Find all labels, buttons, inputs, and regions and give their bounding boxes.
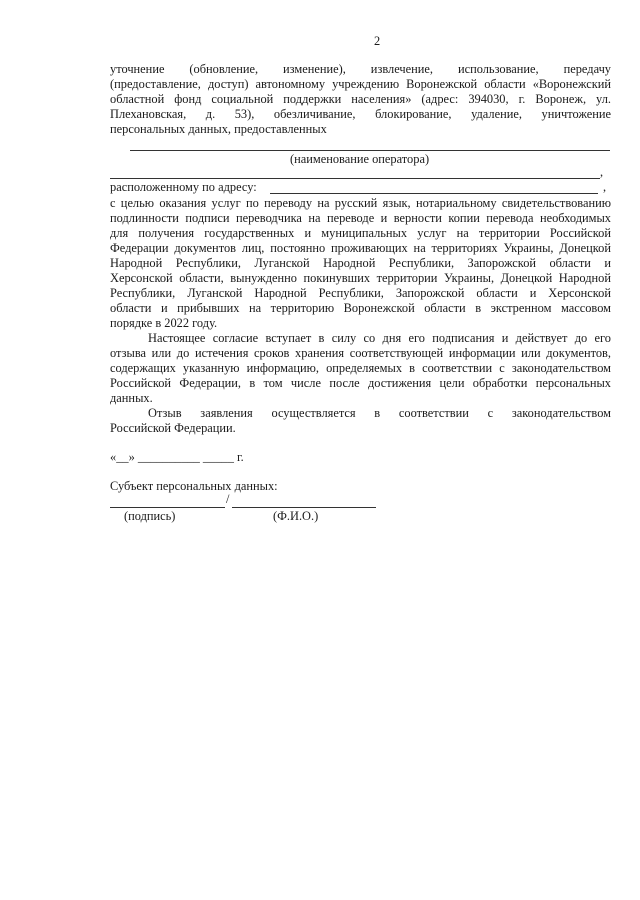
validity-paragraph: [110, 331, 611, 406]
address-label: расположенному по адресу:: [110, 180, 257, 194]
text-line: Народной Республики, Луганской Народной Республики, Запорожской области и: [110, 256, 611, 270]
signature-separator: /: [226, 492, 230, 506]
text-line: Российской Федерации.: [110, 421, 236, 435]
operator-caption: (наименование оператора): [290, 152, 430, 166]
text-line: отзыва или до истечения сроков хранения соответствующей информации или документов,: [110, 346, 611, 360]
text-line: для получения государственных и муниципальных услуг на территории Российской: [110, 226, 611, 240]
page-number: 2: [374, 34, 381, 48]
operator-name-line-1: [130, 150, 610, 151]
address-line: [270, 193, 598, 194]
text-line: уточнение (обновление, изменение), извлечение, использование, передачу: [110, 62, 611, 76]
text-line: содержащих указанную информацию, определяемых в соответствии с законодательством: [110, 361, 611, 375]
text-line: персональных данных, предоставленных: [110, 122, 327, 136]
subject-label: Субъект персональных данных:: [110, 479, 278, 493]
text-line: Херсонской области, вынужденно покинувших территории Украины, Донецкой Народной: [110, 271, 611, 285]
text-line: с целью оказания услуг по переводу на русский язык, нотариальному свидетельствованию: [110, 196, 611, 210]
signature-caption: (подпись): [124, 509, 176, 523]
text-line: данных.: [110, 391, 153, 405]
text-line: областной фонд социальной поддержки населения» (адрес: 394030, г. Воронеж, ул.: [110, 92, 611, 106]
text-line: Настоящее согласие вступает в силу со дня его подписания и действует до его: [148, 331, 611, 345]
text-line: подлинности подписи переводчика на переводе и верности копии перевода необходимых: [110, 211, 611, 225]
fio-caption: (Ф.И.О.): [273, 509, 319, 523]
purpose-paragraph: [110, 196, 611, 331]
text-line: Российской Федерации, в том числе после достижения цели обработки персональных: [110, 376, 611, 390]
operator-name-line-2: [110, 178, 600, 179]
text-line: порядке в 2022 году.: [110, 316, 218, 330]
text-line: (предоставление, доступ) автономному учреждению Воронежской области «Воронежский: [110, 77, 611, 91]
text-line: Федерации документов лиц, постоянно проживающих на территориях Украины, Донецкой: [110, 241, 611, 255]
text-line: области и прибывших на территорию Воронежской области в экстренном массовом: [110, 301, 611, 315]
operator-line-comma: ,: [600, 165, 604, 179]
text-line: Плехановская, д. 53), обезличивание, блокирование, удаление, уничтожение: [110, 107, 611, 121]
signature-line: [110, 507, 225, 508]
address-comma: ,: [603, 180, 607, 194]
intro-paragraph: [110, 62, 611, 137]
revocation-paragraph: [110, 406, 611, 436]
text-line: Республики, Луганской Народной Республики, Запорожской области и Херсонской: [110, 286, 611, 300]
text-line: Отзыв заявления осуществляется в соответствии с законодательством: [148, 406, 611, 420]
date-field: «__» __________ _____ г.: [110, 450, 244, 464]
fio-line: [232, 507, 376, 508]
